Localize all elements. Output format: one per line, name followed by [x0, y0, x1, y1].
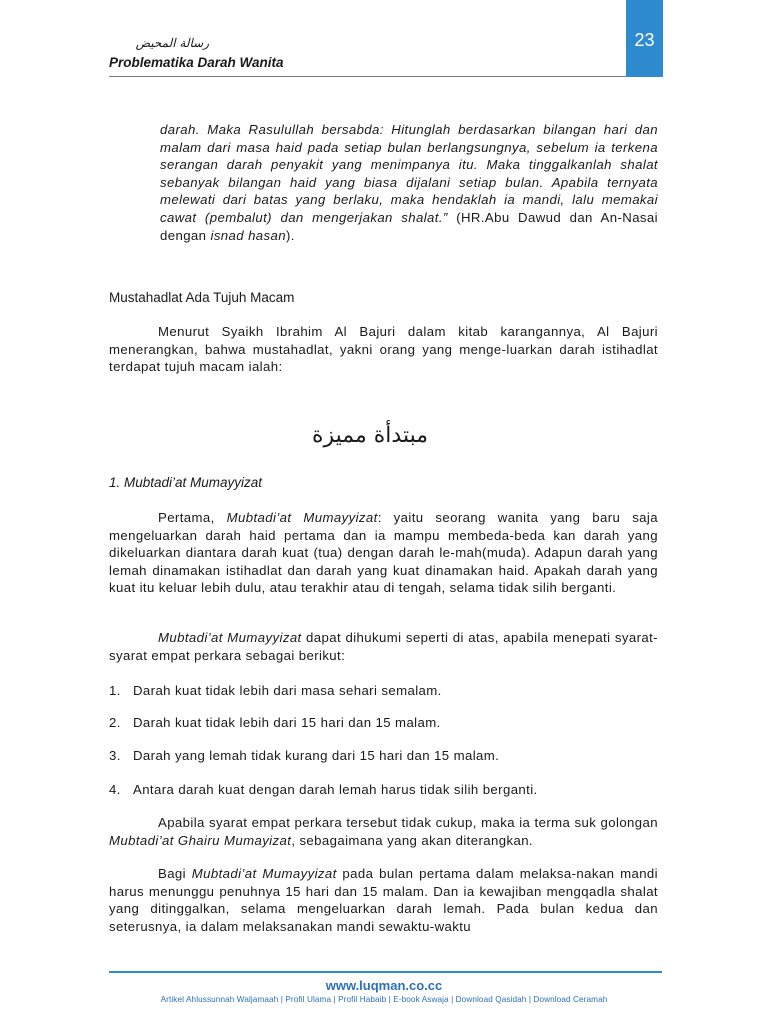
list-item-number: 4.	[109, 782, 121, 797]
paragraph-otherwise-lead: Apabila syarat empat perkara tersebut tidak cukup, maka ia terma suk golongan	[158, 815, 658, 830]
paragraph-definition-term: Mubtadi’at Mumayyizat	[226, 510, 378, 525]
paragraph-definition	[109, 509, 658, 597]
page-number-badge: 23	[626, 0, 663, 77]
list-item-text: Antara darah kuat dengan darah lemah harus tidak silih berganti.	[133, 782, 538, 797]
header-arabic-title: رسالة المحيض	[135, 36, 209, 50]
paragraph-bathing-rule	[109, 865, 658, 935]
hadith-citation-prefix: (HR.Abu Dawud dan An-Nasai dengan	[160, 209, 658, 243]
list-item-number: 1.	[109, 683, 121, 698]
section-intro-paragraph: Menurut Syaikh Ibrahim Al Bajuri dalam kitab karangannya, Al Bajuri menerangkan, bahwa mustahadlat, yakni orang yang menge-luarkan darah istihadlat terdapat tujuh macam ialah:	[109, 324, 658, 375]
list-item-text: Darah kuat tidak lebih dari 15 hari dan 15 malam.	[133, 715, 441, 730]
subsection-heading: 1. Mubtadi’at Mumayyizat	[109, 475, 263, 490]
list-item-text: Darah yang lemah tidak kurang dari 15 hari dan 15 malam.	[133, 748, 500, 763]
paragraph-otherwise-term: Mubtadi’at Ghairu Mumayizat	[109, 832, 292, 848]
section-heading: Mustahadlat Ada Tujuh Macam	[109, 290, 295, 305]
paragraph-otherwise-body: , sebagaimana yang akan diterangkan.	[291, 832, 533, 848]
hadith-quote	[160, 121, 658, 244]
list-item-text: Darah kuat tidak lebih dari masa sehari semalam.	[133, 683, 442, 698]
hadith-citation-emphasis: isnad hasan	[210, 227, 287, 243]
paragraph-definition-lead: Pertama,	[158, 510, 227, 525]
list-item	[109, 714, 658, 732]
paragraph-conditions-term: Mubtadi’at Mumayyizat	[158, 630, 302, 645]
paragraph-conditions-intro	[109, 629, 658, 664]
paragraph-bathing-lead: Bagi	[158, 866, 192, 881]
header-divider	[109, 76, 626, 77]
paragraph-definition-body: : yaitu seorang wanita yang baru saja mengeluarkan darah haid pertama dan ia mampu membeda-beda kan darah yang dikeluarkan diantara darah kuat (tua) dengan darah le-mah(muda). Adapun darah yang lemah dinamakan istihadlat dan darah yang kuat dinamakan haid. Apakah darah yang kuat itu keluar lebih dulu, atau terakhir atau di tengah, selama tidak silih berganti.	[109, 510, 658, 596]
paragraph-bathing-term: Mubtadi’at Mumayyizat	[191, 866, 337, 881]
paragraph-conditions-body: dapat dihukumi seperti di atas, apabila menepati syarat-syarat empat perkara sebagai berikut:	[109, 630, 658, 663]
list-item	[109, 747, 658, 765]
list-item	[109, 682, 658, 700]
arabic-subtitle: مبتدأة مميزة	[311, 423, 429, 448]
list-item	[109, 781, 658, 799]
hadith-citation-suffix: ).	[286, 227, 295, 243]
list-item-number: 3.	[109, 748, 121, 763]
footer-website-link[interactable]: www.luqman.co.cc	[325, 978, 443, 993]
paragraph-otherwise	[109, 814, 658, 849]
hadith-quote-text: darah. Maka Rasulullah bersabda: Hitunglah berdasarkan bilangan hari dan malam dari masa haid pada setiap bulan berlangsungnya, sebelum ia terkena serangan darah penyakit yang menimpanya itu. Maka tinggalkanlah shalat sebanyak bilangan haid yang biasa dijalani setiap bulan. Apabila ternyata melewati dari batas yang berlaku, maka hendaklah ia mandi, lalu memakai cawat (pembalut) dan mengerjakan shalat.”	[160, 122, 658, 225]
footer-divider	[109, 971, 662, 973]
list-item-number: 2.	[109, 715, 121, 730]
paragraph-bathing-body: pada bulan pertama dalam melaksa-nakan mandi harus menunggu penuhnya 15 hari dan 15 malam. Dan ia kewajiban mengqadla shalat yang ditinggalkan, selama mengeluarkan darah lemah. Pada bulan kedua dan seterusnya, ia dalam melaksanakan mandi sewaktu-waktu	[109, 866, 658, 934]
footer-nav-links[interactable]: Artikel Ahlussunnah Waljamaah | Profil Ulama | Profil Habaib | E-book Aswaja | Download Qasidah | Download Ceramah	[160, 995, 608, 1004]
header-title: Problematika Darah Wanita	[109, 55, 284, 70]
